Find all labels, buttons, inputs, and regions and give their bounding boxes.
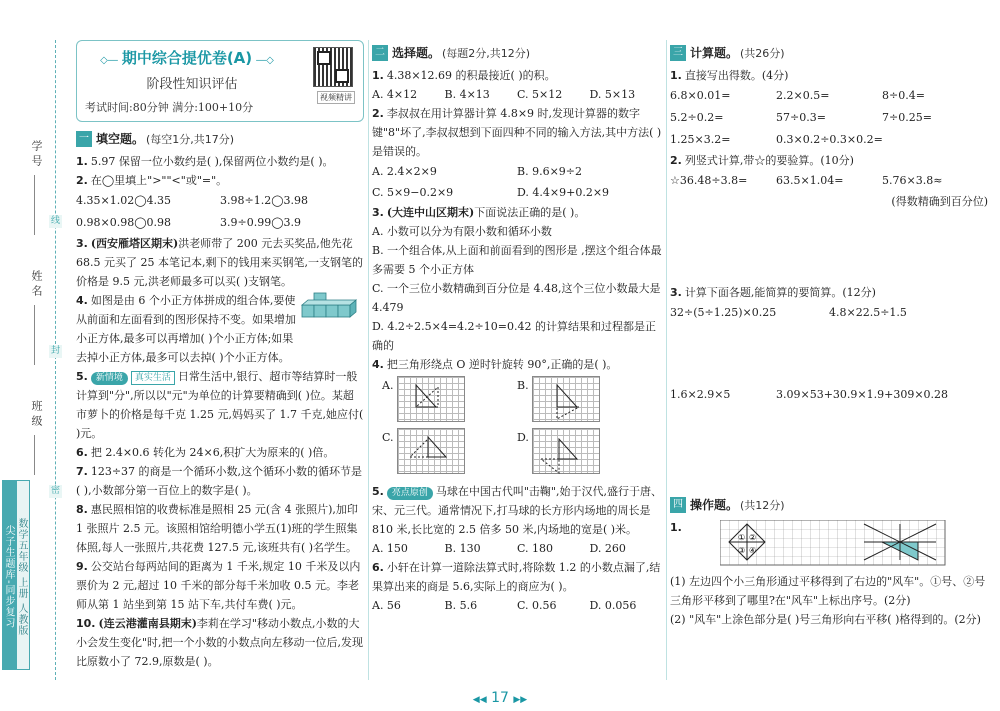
section-note: (每空1分,共17分) [146, 132, 235, 146]
question: 3. (大连中山区期末)下面说法正确的是( )。 [372, 206, 586, 219]
windmill-grid-figure [720, 520, 950, 570]
question: 1. 4.38×12.69 的积最接近( )的积。 [372, 69, 556, 82]
student-no-label: 学号 [30, 140, 43, 170]
qr-code-icon[interactable] [313, 47, 353, 87]
sub-question: (1) 左边四个小三角形通过平移得到了右边的"风车"。①号、②号三角形平移到了哪里?在"风车"上标出序号。(2分) [670, 575, 986, 607]
grid-figure [532, 428, 600, 474]
option-text: C. 一个三位小数精确到百分位是 4.48,这个三位小数最大是 4.479 [372, 282, 661, 314]
exam-info: 考试时间:80分钟 满分:100+10分 [85, 101, 254, 114]
options: A. 150 B. 130 C. 180 D. 260 [372, 542, 626, 555]
calc-row: 1.6×2.9×5 3.09×53+30.9×1.9+309×0.28 [670, 388, 949, 401]
question: 2. 在◯里填上">""<"或"="。 [76, 174, 228, 187]
exam-subtitle: 阶段性知识评估 [146, 77, 238, 92]
grid-figure [532, 376, 600, 422]
section-note: (共26分) [740, 46, 785, 60]
options: A. 2.4×2×9 B. 9.6×9÷2 C. 5×9−0.2×9 D. 4.4×9+0.2×9 [372, 165, 610, 199]
option-text: D. 4.2÷2.5×4=4.2÷10=0.42 的计算结果和过程都是正确的 [372, 320, 656, 352]
answer-space [670, 324, 988, 384]
prev-arrow-icon[interactable]: ◀◀ [472, 695, 487, 705]
binding-margin [0, 0, 68, 711]
name-line [34, 305, 35, 365]
column-right [670, 40, 988, 629]
name-label: 姓名 [30, 270, 43, 300]
svg-text:④: ④ [749, 546, 757, 555]
answer-space [670, 406, 988, 492]
question: 8. 惠民照相馆的收费标准是照相 25 元(含 4 张照片),加印 1 张照片 2.5 元。该照相馆给明德小学五(1)班的学生照集体照,每人一张照片,共花费 127.5 元,该班共有( )名学生。 [76, 503, 358, 554]
sub-question: (2) "风车"上涂色部分是( )号三角形向右平移( )格得到的。(2分) [670, 613, 981, 626]
question: 1. 直接写出得数。(4分) [670, 69, 789, 82]
compare-row: 0.98×0.98◯0.98 3.9÷0.99◯3.9 [76, 216, 302, 229]
options: A. 4×12 B. 4×13 C. 5×12 D. 5×13 [372, 88, 636, 101]
answer-space [670, 211, 988, 283]
section-number: 二 [372, 45, 388, 61]
section-note: (每题2分,共12分) [442, 46, 531, 60]
question: 6. 把 2.4×0.6 转化为 24×6,积扩大为原来的( )倍。 [76, 446, 335, 459]
question: 4. 如图是由 6 个小正方体拼成的组合体,要使从前面和左面看到的图形保持不变。如果增加小正方体,最多可以再增加( )个小正方体;如果去掉小正方体,最多可以去掉( )个小正方体。 [76, 291, 364, 367]
section-number: 一 [76, 131, 92, 147]
calc-row: 32÷(5÷1.25)×0.25 4.8×22.5÷1.5 [670, 306, 907, 319]
question: 1. ① ② ③ ④ [670, 518, 988, 572]
column-middle [372, 40, 662, 615]
column-divider [368, 40, 369, 680]
calc-row: 1.25×3.2= 0.3×0.2÷0.3×0.2= [670, 133, 883, 146]
cut-line [55, 40, 56, 680]
svg-text:②: ② [749, 533, 757, 542]
class-line [34, 435, 35, 475]
section-header [670, 496, 988, 513]
student-no-line [34, 175, 35, 235]
section-number: 四 [670, 497, 686, 513]
question: 7. 123÷37 的商是一个循环小数,这个循环小数的循环节是( ),小数部分第一百位上的数字是( )。 [76, 465, 363, 497]
column-divider [666, 40, 667, 680]
section-title: 填空题。 [96, 132, 145, 146]
grid-figure [397, 376, 465, 422]
grid-figure [397, 428, 465, 474]
compare-row: 4.35×1.02◯4.35 3.98÷1.2◯3.98 [76, 194, 309, 207]
question: 3. (西安雁塔区期末)洪老师带了 200 元去买奖品,他先花 68.5 元买了 25 本笔记本,剩下的钱用来买钢笔,一支钢笔的价格是 9.5 元,洪老师最多可以买( )支钢笔。 [76, 237, 363, 288]
qr-label: 视频精讲 [317, 91, 355, 104]
question: 2. 列竖式计算,带☆的要验算。(10分) [670, 154, 854, 167]
question: 2. 李叔叔在用计算器计算 4.8×9 时,发现计算器的数字键"8"坏了,李叔叔想到下面四种不同的输入方法,其中方法( )是错误的。 [372, 107, 662, 158]
page-number: 17 [491, 690, 509, 706]
rotation-options: A. B. C. D. [382, 376, 662, 480]
title-ornament-icon: ◇― [100, 55, 118, 66]
class-label: 班级 [30, 400, 43, 430]
question: 10. (连云港灌南县期末)李莉在学习"移动小数点,小数的大小会发生变化"时,把一个小数的小数点向左移动一位后,发现比原数小了 72.9,原数是( )。 [76, 617, 364, 668]
question: 3. 计算下面各题,能简算的要简算。(12分) [670, 286, 876, 299]
cut-mark: 封 [50, 346, 60, 356]
section-note: (共12分) [740, 498, 785, 512]
cut-mark: 密 [50, 486, 60, 496]
section-title: 选择题。 [392, 46, 441, 60]
exam-header [76, 40, 364, 122]
calc-row: ☆36.48÷3.8= 63.5×1.04= 5.76×3.8≈ [670, 174, 943, 187]
section-header [76, 130, 364, 147]
page-footer [0, 690, 1000, 706]
precision-note: (得数精确到百分位) [891, 195, 988, 208]
option-text: A. 小数可以分为有限小数和循环小数 [372, 225, 552, 238]
cut-mark: 线 [50, 216, 60, 226]
svg-text:①: ① [738, 533, 746, 542]
section-title: 操作题。 [690, 498, 739, 512]
grade-tab: 数学五年级 上册 人教版 [16, 480, 30, 670]
section-header [670, 44, 988, 61]
question: 5. 亮点原创 马球在中国古代叫"击鞠",始于汉代,盛行于唐、宋、元三代。通常情况下,打马球的长方形内场地的周长是 810 米,长比宽的 2.5 倍多 50 米,内场地的宽是( )米。 [372, 485, 662, 536]
question: 5. 新情境 真实生活 日常生活中,银行、超市等结算时一般计算到"分",所以以"元"为单位的计算要精确到( )位。某超市萝卜的价格是每千克 1.25 元,妈妈买了 1.7 千克,她应付( )元。 [76, 370, 364, 440]
question: 6. 小轩在计算一道除法算式时,将除数 1.2 的小数点漏了,结果算出来的商是 5.6,实际上的商应为( )。 [372, 561, 661, 593]
section-header [372, 44, 662, 61]
calc-row: 5.2÷0.2= 57÷0.3= 7÷0.25= [670, 111, 932, 124]
section-number: 三 [670, 45, 686, 61]
options: A. 56 B. 5.6 C. 0.56 D. 0.056 [372, 599, 637, 612]
column-left [76, 40, 364, 671]
section-title: 计算题。 [690, 46, 739, 60]
title-ornament-icon: ―◇ [256, 55, 274, 66]
question: 4. 把三角形绕点 O 逆时针旋转 90°,正确的是( )。 [372, 358, 618, 371]
question: 1. 5.97 保留一位小数约是( ),保留两位小数约是( )。 [76, 155, 334, 168]
series-tab: 尖子生题库-同步复习 [2, 480, 16, 670]
cube-figure [300, 291, 358, 321]
question: 9. 公交站台每两站间的距离为 1 千米,规定 10 千米及以内票价为 2 元,超过 10 千米的部分每千米加收 0.5 元。李老师从第 1 站坐到第 15 站下车,共付车费( )元。 [76, 560, 361, 611]
svg-text:③: ③ [738, 546, 746, 555]
option-text: B. 一个组合体,从上面和前面看到的图形是 ,摆这个组合体最多需要 5 个小正方体 [372, 244, 662, 276]
next-arrow-icon[interactable]: ▶▶ [513, 695, 528, 705]
calc-row: 6.8×0.01= 2.2×0.5= 8÷0.4= [670, 89, 925, 102]
exam-title: 期中综合提优卷(A) [121, 49, 253, 67]
